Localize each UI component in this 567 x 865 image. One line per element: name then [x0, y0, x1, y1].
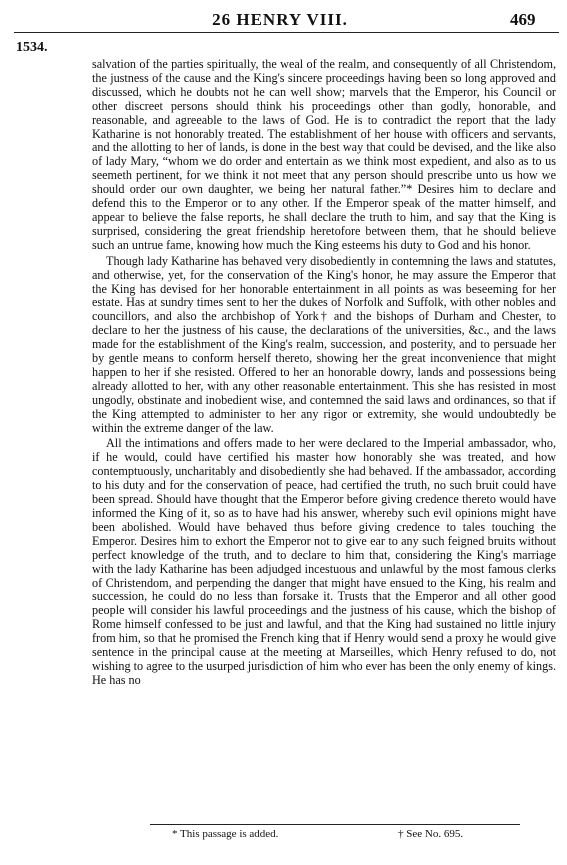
body-text	[92, 58, 556, 690]
year-label: 1534.	[16, 40, 48, 55]
footnote-left: * This passage is added.	[172, 828, 279, 840]
header-rule	[14, 32, 559, 33]
paragraph: All the intimations and offers made to her were declared to the Imperial ambassador, who, if he would, could have certified his master how honorably she was treated, and how contemptuously, uncharitably and disobediently she had behaved. If the ambassador, according to his duty and for the conservation of peace, had certified the truth, no such bruit could have been spread. Should have thought that the Emperor before giving credence thereto would have informed the King of it, so as to have had his answer, whereby such evil opinions might have been abolished. Would have behaved thus before giving credence to tales touching the Emperor. Desires him to exhort the Emperor not to give ear to any such feigned bruits without perfect knowledge of the truth, and to declare to him that, considering the King's marriage with the lady Katharine has been adjudged incestuous and unlawful by the most famous clerks of Christendom, and perpending the danger that might have ensued to the King, his realm and succession, he could do no less than forsake it. Trusts that the Emperor and all other good people will consider his lawful proceedings and the justness of his cause, which the bishop of Rome himself confessed to be just and lawful, and that the King had sustained no little injury from him, so that he promised the French king that if Henry would send a proxy he would give sentence in the principal cause at the meeting at Marseilles, which Henry refused to do, not wishing to agree to the usurped jurisdiction of him who ever has been the only enemy of kings. He has no	[92, 436, 556, 687]
footnote-right: † See No. 695.	[398, 828, 464, 840]
paragraph: salvation of the parties spiritually, the weal of the realm, and consequently of all Christendom, the justness of the cause and the King's sincere proceedings having been so long approved and discussed, which he doubts not he can well show; marvels that the Emperor, his Council or other discreet persons should think his proceedings other than godly, honorable, and reasonable, and agreeable to the laws of God. He is to contradict the report that the lady Katharine is not honorably treated. The establishment of her house with officers and servants, and the allotting to her of lands, is done in the best way that could be devised, and the like also of lady Mary, “whom we do order and entertain as we think most expedient, and also as to us seemeth pertinent, for we think it not meet that any person should prescribe unto us how we should order our own daughter, we being her natural father.”* Desires him to declare and defend this to the Emperor or to any other. If the Emperor speak of the matter himself, and appear to believe the false reports, he shall declare the truth to him, and say that the King is surprised, considering the great friendship heretofore between them, that he should believe such an untrue fame, knowing how much the King esteems his duty to God and his honor.	[92, 57, 556, 252]
footnote-rule	[150, 824, 520, 825]
page-number: 469	[510, 10, 536, 29]
library-stamp-watermark: ◆ ◆ ◆	[534, 575, 559, 664]
paragraph: Though lady Katharine has behaved very disobediently in contemning the laws and statutes, and otherwise, yet, for the conservation of the King's honor, he may assure the Emperor that the King has devised for her honorable entertainment in all points as was beseeming for her estate. Has at sundry times sent to her the dukes of Norfolk and Suffolk, with other nobles and councillors, and also the archbishop of York† and the bishops of Durham and Chester, to declare to her the justness of his cause, the declarations of the universities, &c., and the laws made for the establishment of the King's realm, succession, and posterity, and to persuade her by gentle means to conform herself thereto, showing her the great inconvenience that might happen to her if she resisted. Offered to her an honorable dowry, lands and possessions being already allotted to her, with any other reasonable entertainment. This she has resisted in most ungodly, obstinate and inobedient wise, and contemned the said laws and ordinances, so that if the King attempted to administer to her any rigor or extremity, she would undoubtedly be within the extreme danger of the law.	[92, 253, 556, 435]
running-title: 26 HENRY VIII.	[212, 10, 348, 29]
